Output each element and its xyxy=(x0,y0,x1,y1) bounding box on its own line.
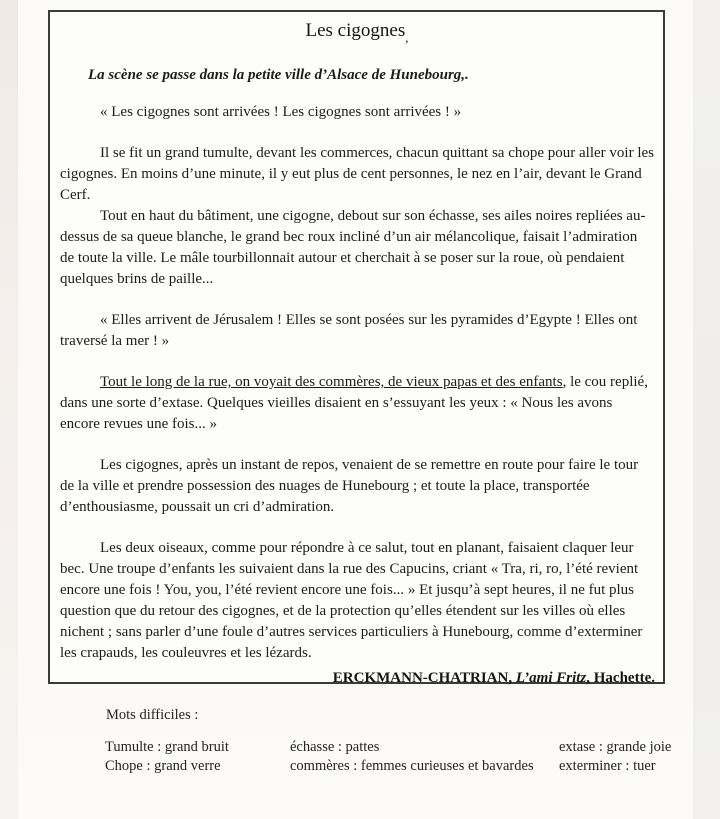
opening-exclamation: « Les cigognes sont arrivées ! Les cigognes sont arrivées ! » xyxy=(100,104,462,120)
paragraph-oiseaux: Les deux oiseaux, comme pour répondre à ce salut, tout en planant, faisaient claquer leur bec. Une troupe d’enfants les suivaient dans la rue des Capucins, criant « Tra, ri, ro, l’été revient encore une fois ! You, you, l’été revient encore une fois... » Et jusqu’à sept heures, il ne fut plus question que du retour des cigognes, et de la protection qu’elles étendent sur les villes où elles nichent ; sans parler d’une foule d’autres services particuliers à Hunebourg, comme d’exterminer les crapauds, les couleuvres et les lézards. xyxy=(60,540,643,661)
vocabulary-column-2 xyxy=(290,738,534,776)
underlined-phrase: Tout le long de la rue, on voyait des commères, de vieux papas et des enfants xyxy=(100,374,563,390)
photo-edge-right xyxy=(693,0,720,819)
page-title-text: Les cigognes xyxy=(305,20,406,41)
photo-edge-left xyxy=(0,0,18,819)
work-title: L’ami Fritz xyxy=(515,670,587,686)
author-credit xyxy=(333,669,655,687)
vocab-entry-echasse: échasse : pattes xyxy=(290,739,380,755)
vocab-entry-extase: extase : grande joie xyxy=(559,739,672,755)
vocabulary-heading: Mots difficiles : xyxy=(106,707,199,723)
paragraph-remise-en-route: Les cigognes, après un instant de repos, venaient de se remettre en route pour faire le tour de la ville et prendre possession des nuages de Hunebourg ; et toute la place, transportée d’enthousiasme, poussait un cri d’admiration. xyxy=(60,457,639,515)
vocabulary-column-3 xyxy=(559,738,671,776)
page-title xyxy=(60,18,654,51)
paper-sheet xyxy=(18,0,693,819)
paragraph-tumulte: Il se fit un grand tumulte, devant les commerces, chacun quittant sa chope pour aller voir les cigognes. En moins d’une minute, il y eut plus de cent personnes, le nez en l’air, devant le Grand Cerf. xyxy=(60,145,654,203)
vocabulary-column-1 xyxy=(105,738,229,776)
vocab-entry-exterminer: exterminer : tuer xyxy=(559,758,656,774)
vocab-entry-commeres: commères : femmes curieuses et bavardes xyxy=(290,758,534,774)
scene-intro-line: La scène se passe dans la petite ville d’Alsace de Hunebourg,. xyxy=(88,67,469,83)
vocab-entry-chope: Chope : grand verre xyxy=(105,758,221,774)
paragraph-rue-rest: , le cou replié, dans une sorte d’extase. Quelques vieilles disaient en s’essuyant les yeux : « Nous les avons encore revues une fois... » xyxy=(60,374,648,432)
publisher-name: , Hachette. xyxy=(586,670,655,686)
quote-jerusalem: « Elles arrivent de Jérusalem ! Elles se sont posées sur les pyramides d’Egypte ! Elles ont traversé la mer ! » xyxy=(60,312,638,349)
title-comma-mark: , xyxy=(405,30,409,45)
paragraph-rue xyxy=(60,372,654,435)
paragraph-cigogne-toit: Tout en haut du bâtiment, une cigogne, debout sur son échasse, ses ailes noires repliées au-dessus de sa queue blanche, le grand bec roux incliné d’un air mélancolique, faisait l’admiration de toute la ville. Le mâle tourbillonnait autour et cherchait à se poser sur la roue, où pendaient quelques brins de paille... xyxy=(60,208,646,287)
text-frame-border xyxy=(48,10,665,684)
vocab-entry-tumulte: Tumulte : grand bruit xyxy=(105,739,229,755)
author-name: ERCKMANN-CHATRIAN, xyxy=(332,670,516,686)
